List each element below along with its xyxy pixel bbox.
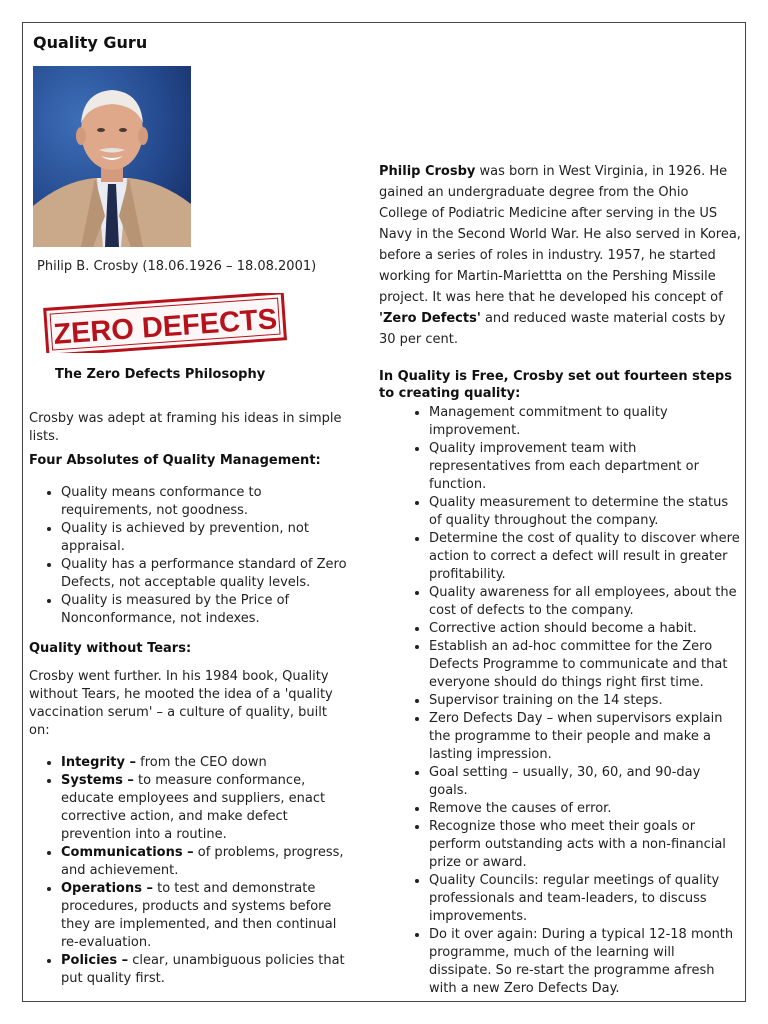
list-item: • Quality awareness for all employees, about the cost of defects to the company.	[429, 584, 741, 620]
list-item: • Determine the cost of quality to discover where action to correct a defect will result in greater profitability.	[429, 530, 741, 584]
pillar-term: Systems –	[61, 773, 134, 788]
steps-heading: In Quality is Free, Crosby set out fourteen steps to creating quality:	[379, 369, 732, 401]
bio-name: Philip Crosby	[379, 164, 476, 179]
list-item: • Quality has a performance standard of Zero Defects, not acceptable quality levels.	[61, 556, 349, 592]
list-item: • Quality is achieved by prevention, not appraisal.	[61, 520, 349, 556]
list-item	[61, 844, 349, 880]
list-item	[61, 880, 349, 952]
left-column	[29, 410, 349, 988]
list-item: • Quality improvement team with representatives from each department or function.	[429, 440, 741, 494]
list-item: • Quality means conformance to requirements, not goodness.	[61, 484, 349, 520]
zero-defects-stamp	[40, 293, 292, 353]
list-item: • Quality is measured by the Price of Nonconformance, not indexes.	[61, 592, 349, 628]
bio-text-1: was born in West Virginia, in 1926. He gained an undergraduate degree from the Ohio College of Podiatric Medicine after serving in the US Navy in the Second World War. He also served in Korea, before a series of roles in industry. 1957, he started working for Martin-Mariettta on the Pershing Missile project. It was here that he developed his concept of	[379, 164, 741, 305]
list-item	[61, 772, 349, 844]
portrait-illustration	[33, 66, 191, 247]
philosophy-heading: The Zero Defects Philosophy	[55, 367, 266, 382]
list-item: • Goal setting – usually, 30, 60, and 90-day goals.	[429, 764, 741, 800]
pillar-term: Integrity –	[61, 755, 137, 770]
stamp-text: ZERO DEFECTS	[52, 303, 279, 351]
steps-list	[379, 404, 741, 998]
pillars-list	[29, 754, 349, 988]
pillar-term: Operations –	[61, 881, 153, 896]
bio-paragraph	[379, 161, 741, 350]
pillar-term: Communications –	[61, 845, 194, 860]
pillar-text: clear, unambiguous policies that put quality first.	[61, 953, 345, 986]
list-item	[61, 754, 349, 772]
portrait-caption: Philip B. Crosby (18.06.1926 – 18.08.2001)	[37, 259, 317, 274]
list-item: • Quality Councils: regular meetings of quality professionals and team-leaders, to discuss improvements.	[429, 872, 741, 926]
page-title: Quality Guru	[33, 33, 148, 52]
right-column	[379, 161, 741, 998]
tears-heading: Quality without Tears:	[29, 641, 192, 656]
list-item	[61, 952, 349, 988]
list-item: • Establish an ad-hoc committee for the Zero Defects Programme to communicate and that everyone should do things right first time.	[429, 638, 741, 692]
pillar-text: to test and demonstrate procedures, products and systems before they are implemented, and then continual re-evaluation.	[61, 881, 337, 950]
list-item: • Remove the causes of error.	[429, 800, 741, 818]
pillar-text: to measure conformance, educate employees and suppliers, enact corrective action, and make defect prevention into a routine.	[61, 773, 326, 842]
bio-bold: 'Zero Defects'	[379, 311, 481, 326]
absolutes-list	[29, 484, 349, 628]
intro-text: Crosby was adept at framing his ideas in simple lists.	[29, 411, 342, 444]
bio-text-2: and reduced waste material costs by 30 per cent.	[379, 311, 726, 347]
tears-text: Crosby went further. In his 1984 book, Quality without Tears, he mooted the idea of a 'quality vaccination serum' – a culture of quality, built on:	[29, 669, 333, 738]
list-item: • Management commitment to quality improvement.	[429, 404, 741, 440]
pillar-text: of problems, progress, and achievement.	[61, 845, 344, 878]
list-item: • Recognize those who meet their goals or perform outstanding acts with a non-financial prize or award.	[429, 818, 741, 872]
list-item: • Supervisor training on the 14 steps.	[429, 692, 741, 710]
pillar-text: from the CEO down	[136, 755, 267, 770]
list-item: • Quality measurement to determine the status of quality throughout the company.	[429, 494, 741, 530]
pillar-term: Policies –	[61, 953, 129, 968]
absolutes-heading: Four Absolutes of Quality Management:	[29, 453, 321, 468]
list-item: • Corrective action should become a habit.	[429, 620, 741, 638]
portrait-photo	[33, 66, 191, 247]
list-item: • Zero Defects Day – when supervisors explain the programme to their people and make a lasting impression.	[429, 710, 741, 764]
list-item: • Do it over again: During a typical 12-18 month programme, much of the learning will dissipate. So re-start the programme afresh with a new Zero Defects Day.	[429, 926, 741, 998]
